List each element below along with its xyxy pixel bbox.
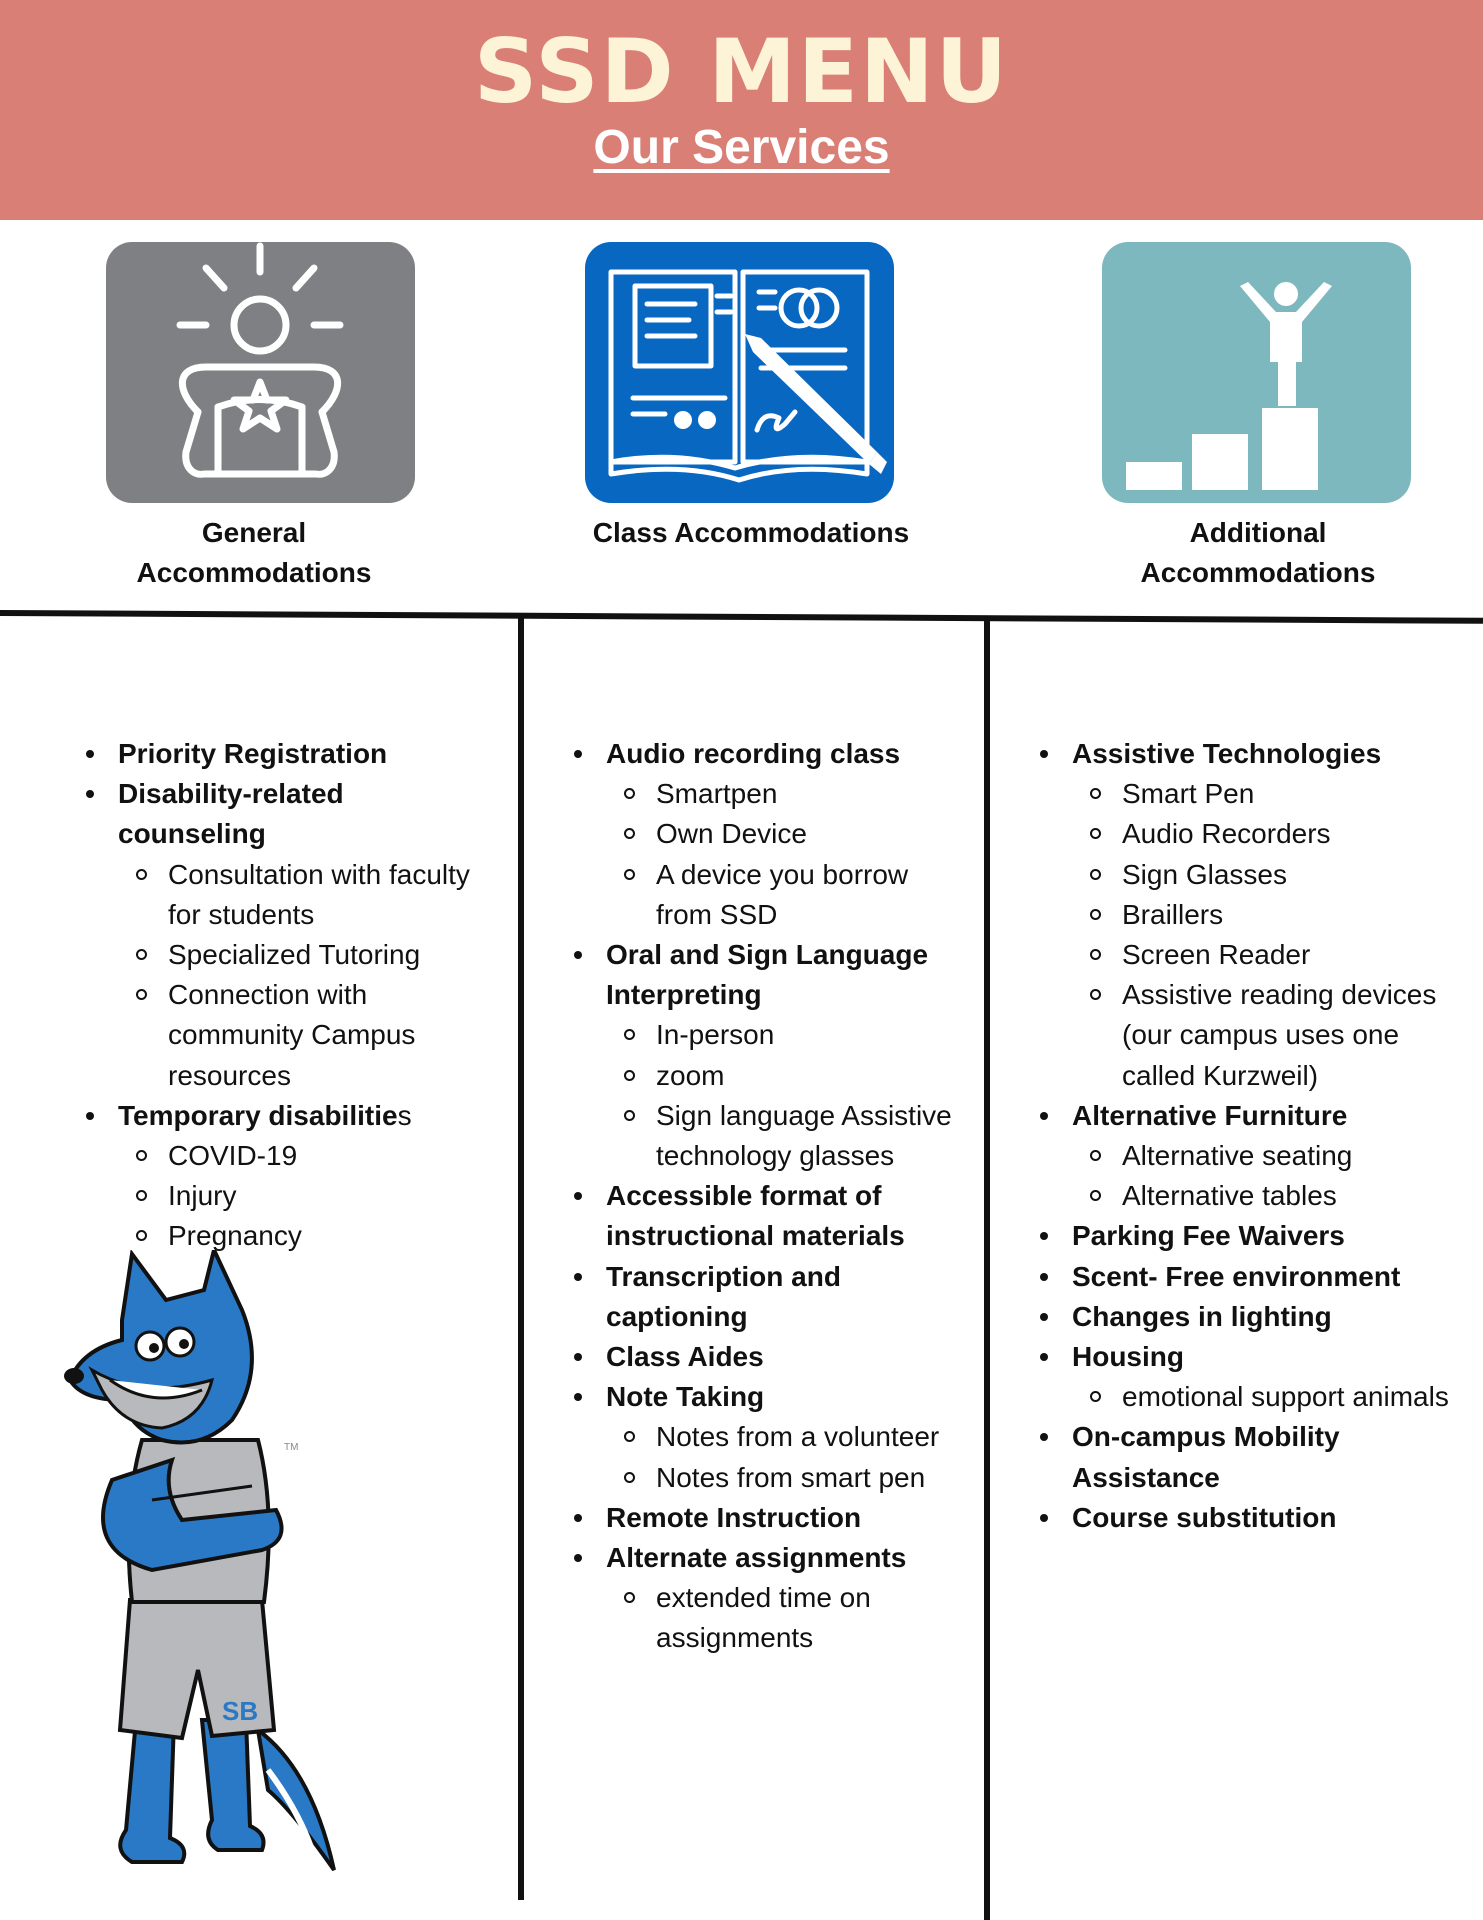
sub-list-item: Injury bbox=[82, 1176, 492, 1216]
general-accommodations-list bbox=[82, 734, 492, 1257]
sub-list-item: Sign language Assistive technology glasses bbox=[570, 1096, 970, 1176]
sub-list-item: Assistive reading devices (our campus uses one called Kurzweil) bbox=[1036, 975, 1456, 1096]
sub-list-item: extended time on assignments bbox=[570, 1578, 970, 1658]
sub-list-item: Consultation with faculty for students bbox=[82, 855, 492, 935]
page-subtitle: Our Services bbox=[593, 121, 890, 174]
sub-list-item: Own Device bbox=[570, 814, 970, 854]
sub-list-item: Screen Reader bbox=[1036, 935, 1456, 975]
list-item: Oral and Sign Language Interpreting bbox=[570, 935, 970, 1015]
list-item: Parking Fee Waivers bbox=[1036, 1216, 1456, 1256]
sub-list-item: Audio Recorders bbox=[1036, 814, 1456, 854]
list-item: Remote Instruction bbox=[570, 1498, 970, 1538]
open-book-pen-icon bbox=[585, 242, 894, 503]
sub-list-item: Notes from smart pen bbox=[570, 1458, 970, 1498]
list-item: Assistive Technologies bbox=[1036, 734, 1456, 774]
list-item: Changes in lighting bbox=[1036, 1297, 1456, 1337]
additional-accommodations-label: Additional Accommodations bbox=[1140, 517, 1376, 588]
sub-list-item: Alternative seating bbox=[1036, 1136, 1456, 1176]
class-accommodations-label: Class Accommodations bbox=[592, 517, 910, 548]
list-item: Accessible format of instructional materials bbox=[570, 1176, 970, 1256]
list-item: Scent- Free environment bbox=[1036, 1257, 1456, 1297]
sub-list-item: Smartpen bbox=[570, 774, 970, 814]
sub-list-item: Pregnancy bbox=[82, 1216, 492, 1256]
sub-list-item: Braillers bbox=[1036, 895, 1456, 935]
column-divider-left bbox=[518, 616, 524, 1900]
list-item: Note Taking bbox=[570, 1377, 970, 1417]
header-banner bbox=[0, 0, 1483, 220]
wolf-mascot-icon bbox=[62, 1250, 352, 1890]
page-title: SSD MENU bbox=[473, 20, 1010, 123]
horizontal-divider bbox=[0, 610, 1483, 624]
list-item: Alternative Furniture bbox=[1036, 1096, 1456, 1136]
sub-list-item: Smart Pen bbox=[1036, 774, 1456, 814]
sub-list-item: COVID-19 bbox=[82, 1136, 492, 1176]
shorts-text: SB bbox=[222, 1696, 259, 1726]
sub-list-item: In-person bbox=[570, 1015, 970, 1055]
list-item: Alternate assignments bbox=[570, 1538, 970, 1578]
list-item: Priority Registration bbox=[82, 734, 492, 774]
sub-list-item: zoom bbox=[570, 1056, 970, 1096]
person-star-idea-icon bbox=[106, 242, 415, 503]
person-podium-steps-icon bbox=[1102, 242, 1411, 503]
list-item: Temporary disabilities bbox=[82, 1096, 492, 1136]
list-item: Housing bbox=[1036, 1337, 1456, 1377]
column-divider-right bbox=[984, 620, 990, 1920]
list-item: On-campus Mobility Assistance bbox=[1036, 1417, 1456, 1497]
sub-list-item: A device you borrow from SSD bbox=[570, 855, 970, 935]
list-item: Audio recording class bbox=[570, 734, 970, 774]
sub-list-item: Specialized Tutoring bbox=[82, 935, 492, 975]
sub-list-item: Alternative tables bbox=[1036, 1176, 1456, 1216]
sub-list-item: Notes from a volunteer bbox=[570, 1417, 970, 1457]
class-accommodations-list bbox=[570, 734, 970, 1659]
sub-list-item: Connection with community Campus resources bbox=[82, 975, 492, 1096]
sub-list-item: Sign Glasses bbox=[1036, 855, 1456, 895]
sub-list-item: emotional support animals bbox=[1036, 1377, 1456, 1417]
list-item: Class Aides bbox=[570, 1337, 970, 1377]
list-item: Course substitution bbox=[1036, 1498, 1456, 1538]
trademark-text: TM bbox=[284, 1442, 299, 1453]
list-item: Transcription and captioning bbox=[570, 1257, 970, 1337]
general-accommodations-label: General Accommodations bbox=[136, 517, 372, 588]
list-item: Disability-related counseling bbox=[82, 774, 492, 854]
additional-accommodations-list bbox=[1036, 734, 1456, 1538]
